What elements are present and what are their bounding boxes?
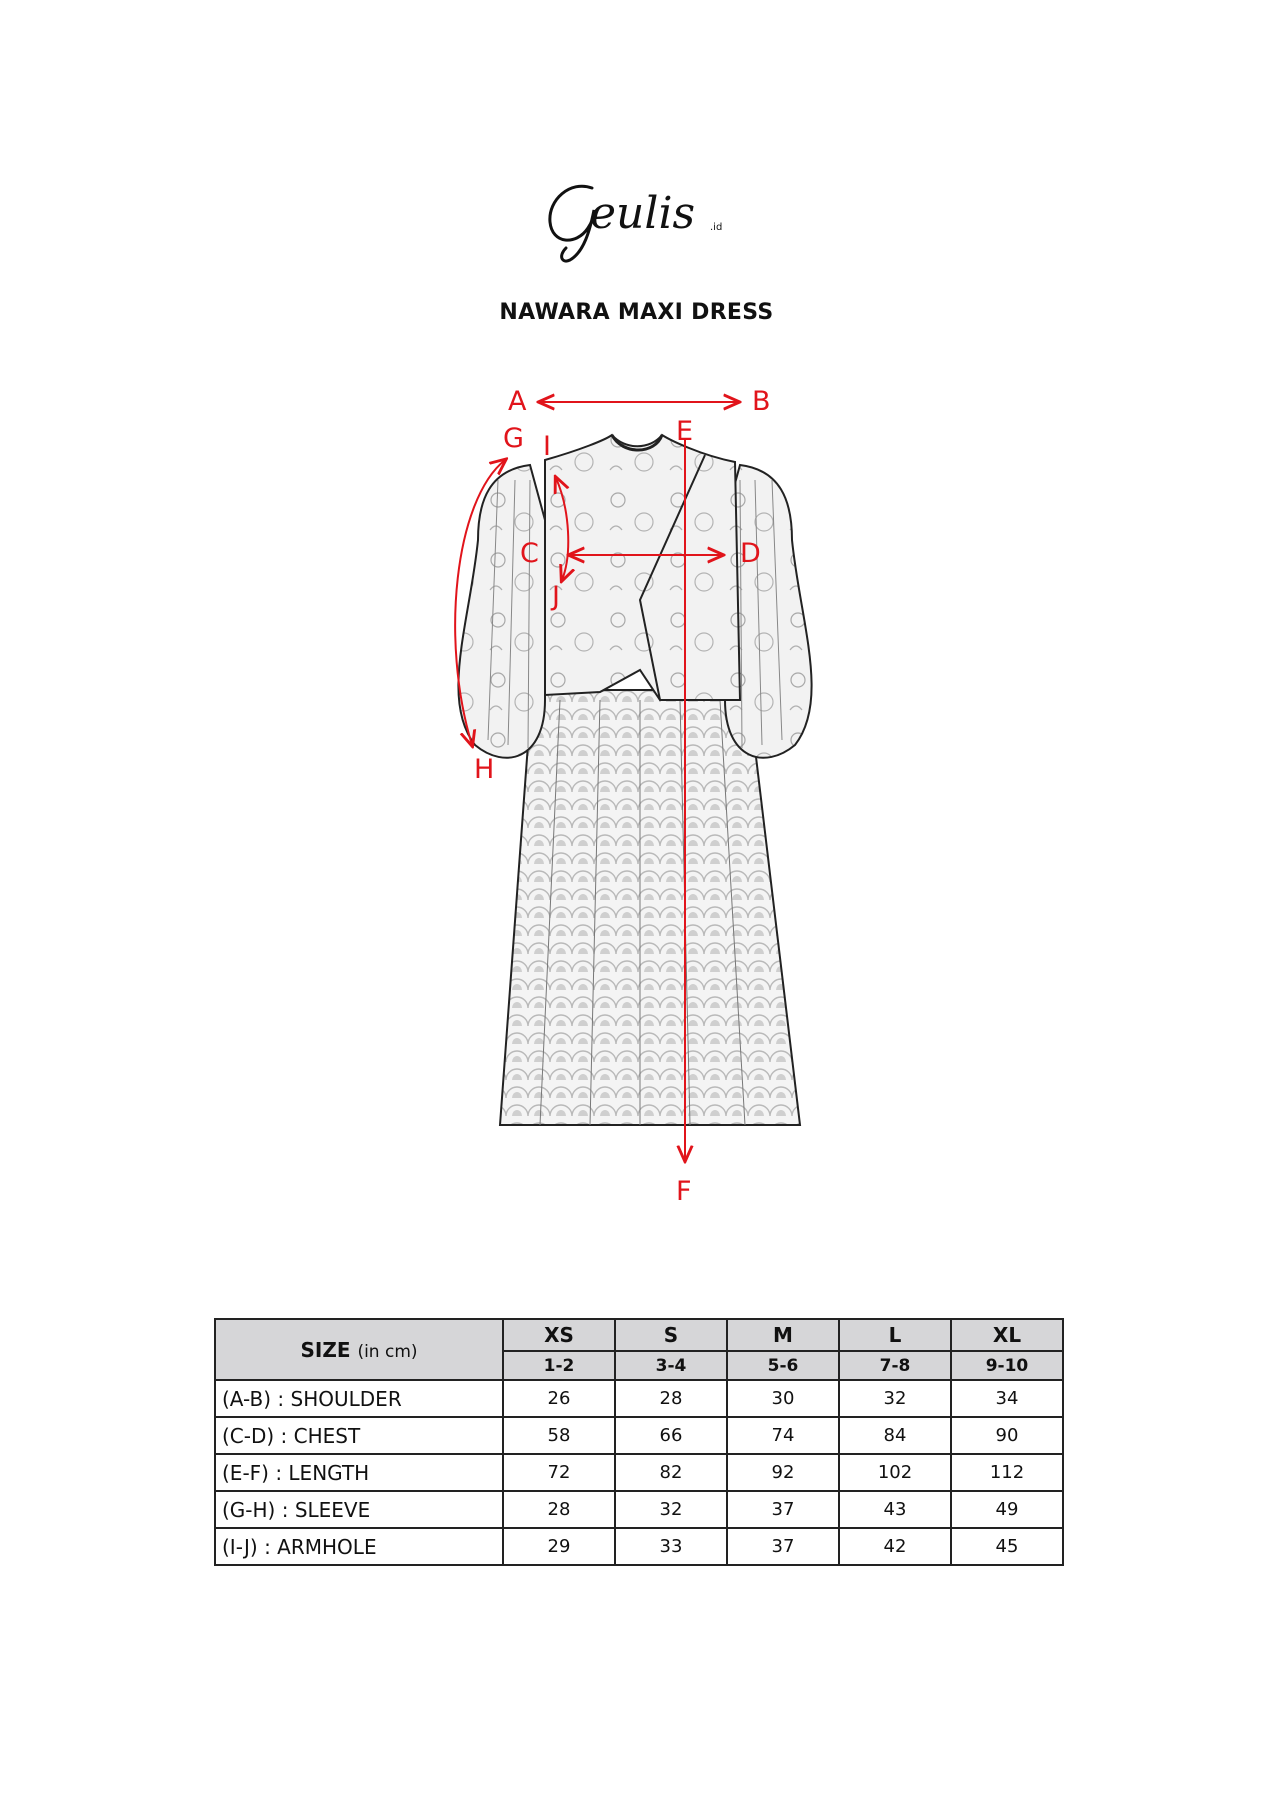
table-cell: 112: [951, 1454, 1063, 1491]
label-j: J: [552, 581, 560, 612]
page-title: NAWARA MAXI DRESS: [499, 300, 774, 325]
table-cell: 30: [727, 1380, 839, 1417]
size-code: L: [839, 1319, 951, 1351]
label-f: F: [676, 1176, 692, 1207]
label-b: B: [752, 386, 771, 417]
row-label: (C-D) : CHEST: [215, 1417, 503, 1454]
table-cell: 82: [615, 1454, 727, 1491]
table-row: [215, 1491, 1063, 1528]
table-cell: 45: [951, 1528, 1063, 1565]
svg-text:eulis: eulis: [590, 188, 696, 239]
logo-suffix: .id: [710, 222, 723, 233]
label-a: A: [508, 386, 527, 417]
table-cell: 58: [503, 1417, 615, 1454]
table-cell: 37: [727, 1528, 839, 1565]
label-i: I: [543, 431, 551, 462]
size-age: 5-6: [727, 1351, 839, 1380]
size-code: XL: [951, 1319, 1063, 1351]
table-cell: 74: [727, 1417, 839, 1454]
bodice: [545, 435, 740, 700]
size-header-label: SIZE: [300, 1337, 351, 1362]
size-age: 3-4: [615, 1351, 727, 1380]
row-label: (G-H) : SLEEVE: [215, 1491, 503, 1528]
size-code: S: [615, 1319, 727, 1351]
table-cell: 33: [615, 1528, 727, 1565]
table-cell: 92: [727, 1454, 839, 1491]
size-table: [214, 1318, 1064, 1566]
table-cell: 26: [503, 1380, 615, 1417]
table-row: [215, 1528, 1063, 1565]
table-cell: 28: [503, 1491, 615, 1528]
table-row: [215, 1417, 1063, 1454]
size-header: [215, 1319, 503, 1380]
label-e: E: [676, 416, 694, 447]
size-age: 7-8: [839, 1351, 951, 1380]
table-cell: 43: [839, 1491, 951, 1528]
table-row: [215, 1380, 1063, 1417]
table-cell: 32: [615, 1491, 727, 1528]
table-cell: 84: [839, 1417, 951, 1454]
size-code: M: [727, 1319, 839, 1351]
table-cell: 34: [951, 1380, 1063, 1417]
size-code: XS: [503, 1319, 615, 1351]
table-cell: 72: [503, 1454, 615, 1491]
table-cell: 102: [839, 1454, 951, 1491]
size-age: 1-2: [503, 1351, 615, 1380]
left-sleeve: [458, 465, 545, 758]
table-cell: 28: [615, 1380, 727, 1417]
table-cell: 90: [951, 1417, 1063, 1454]
label-d: D: [740, 538, 761, 569]
row-label: (A-B) : SHOULDER: [215, 1380, 503, 1417]
table-cell: 66: [615, 1417, 727, 1454]
label-h: H: [474, 754, 495, 785]
label-c: C: [520, 538, 539, 569]
row-label: (E-F) : LENGTH: [215, 1454, 503, 1491]
table-cell: 37: [727, 1491, 839, 1528]
size-header-unit: (in cm): [357, 1341, 418, 1362]
table-cell: 42: [839, 1528, 951, 1565]
size-age: 9-10: [951, 1351, 1063, 1380]
table-cell: 32: [839, 1380, 951, 1417]
table-row: [215, 1454, 1063, 1491]
label-g: G: [503, 423, 524, 454]
table-cell: 29: [503, 1528, 615, 1565]
row-label: (I-J) : ARMHOLE: [215, 1528, 503, 1565]
table-cell: 49: [951, 1491, 1063, 1528]
